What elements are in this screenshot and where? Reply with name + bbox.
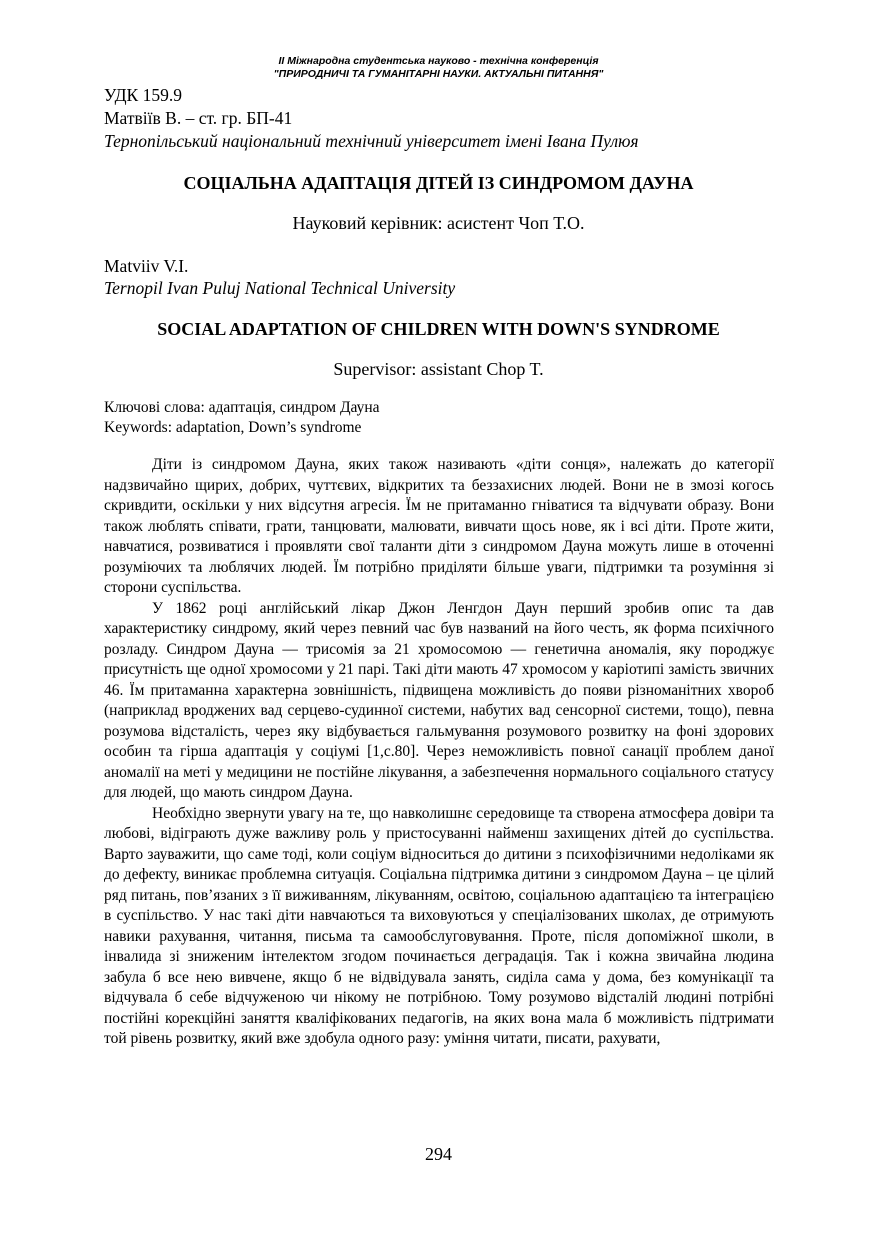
conference-header-line1: ІІ Міжнародна студентська науково - технічна конференція <box>278 55 599 67</box>
udk-code: УДК 159.9 <box>104 85 182 105</box>
title-ua: СОЦІАЛЬНА АДАПТАЦІЯ ДІТЕЙ ІЗ СИНДРОМОМ ДАУНА <box>183 173 694 193</box>
keywords-ua: Ключові слова: адаптація, синдром Дауна <box>104 399 380 416</box>
page-number: 294 <box>425 1144 452 1164</box>
keywords-en: Keywords: adaptation, Down’s syndrome <box>104 419 362 436</box>
paragraph-3: Необхідно звернути увагу на те, що навколишнє середовище та створена атмосфера довіри та любові, відіграють дуже важливу роль у пристосуванні найменш захищених дітей до суспільства. Варто зауважити, що саме тоді, коли соціум відноситься до дитини з психофізичними недоліками як до дефекту, виникає проблемна ситуація. Соціальна підтримка дитини з синдромом Дауна – це цілий ряд питань, пов’язаних з її виживанням, лікуванням, освітою, соціальною адаптацією та інтеграцією в суспільство. У нас такі діти навчаються та виховуються у спеціалізованих школах, де отримують навики рахування, читання, письма та самообслуговування. Проте, після допоміжної школи, в інвалида зі зниженим інтелектом згодом починається деградація. Так і кожна звичайна людина забула б все нею вивчене, якщо б не відвідувала занять, сиділа сама у дома, без комунікації та відчувала б себе відчуженою чи нікому не потрібною. Тому розумово відсталій людині потрібні постійні корекційні заняття кваліфікованих педагогів, на яких вона мала б можливість підтримати той рівень розвитку, який вже здобула одного разу: уміння читати, писати, рахувати, <box>104 804 774 1047</box>
author-ua: Матвіїв В. – ст. гр. БП-41 <box>104 108 293 128</box>
author-en: Matviiv V.I. <box>104 256 189 276</box>
paragraph-2: У 1862 році англійський лікар Джон Ленгдон Даун перший зробив опис та дав характеристику синдрому, який через певний час був названий на його честь, як форма психічного розладу. Синдром Дауна — трисомія за 21 хромосомою — генетична аномалія, яку породжує присутність ще одної хромосоми у 21 парі. Такі діти мають 47 хромосом у каріотипі замість звичних 46. Їм притаманна характерна зовнішність, підвищена можливість до появи різноманітних хвороб (наприклад вроджених вад серцево-судинної системи, набутих вад сенсорної системи, тощо), певна розумова відсталість, через яку відбувається гальмування розумового розвитку на фоні здорових особин та гірша адаптація у соціумі [1,с.80]. Через неможливість повної санації проблем даної аномалії на меті у медицини не постійне лікування, а забезпечення нормального соціального статусу для людей, що мають синдром Дауна. <box>104 599 774 801</box>
title-en: SOCIAL ADAPTATION OF CHILDREN WITH DOWN'S SYNDROME <box>157 319 720 339</box>
supervisor-en: Supervisor: assistant Chop T. <box>333 359 544 379</box>
body-text <box>104 455 774 1050</box>
paragraph-1: Діти із синдромом Дауна, яких також називають «діти сонця», належать до категорії надзвичайно щирих, добрих, чуттєвих, відкритих та беззахисних людей. Вони не в змозі когось скривдити, оскільки у них відсутня агресія. Їм не притаманно гніватися та відчувати образу. Вони також люблять співати, грати, танцювати, малювати, вивчати щось нове, як і всі діти. Проте жити, навчатися, розвиватися і проявляти свої таланти діти з синдромом Дауна можуть лише в оточенні розуміючих та люблячих людей. Їм потрібно приділяти більше уваги, підтримки та розуміння зі сторони суспільства. <box>104 456 774 596</box>
conference-header-line2: "ПРИРОДНИЧІ ТА ГУМАНІТАРНІ НАУКИ. АКТУАЛЬНІ ПИТАННЯ" <box>273 68 604 80</box>
supervisor-ua: Науковий керівник: асистент Чоп Т.О. <box>292 213 585 233</box>
affiliation-en: Ternopil Ivan Puluj National Technical University <box>104 278 456 298</box>
affiliation-ua: Тернопільський національний технічний університет імені Івана Пулюя <box>104 131 639 151</box>
